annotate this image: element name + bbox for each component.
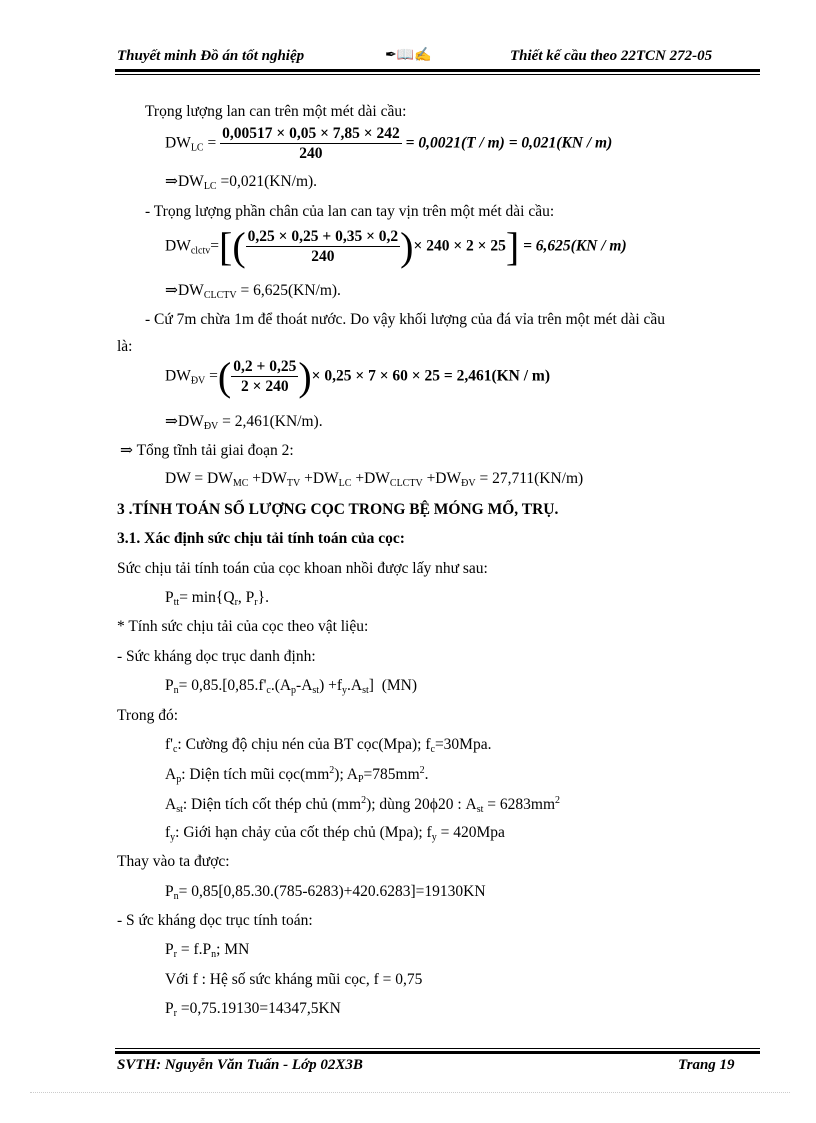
result-dw-lc: $\Rightarrow DW_{LC} =0,021(KN/m)$. [165,173,318,192]
section-heading-3-1: 3.1. Xác định sức chịu tải tính toán của cọc: [117,530,405,547]
f3-denominator: 2 × 240 [240,378,289,395]
footer-rule-thick [115,1051,760,1054]
paragraph-material: * Tính sức chịu tải của cọc theo vật liệu: [117,618,369,635]
formula-dw-lc: $DW_{LC}$ = $\frac{0,00517 \times 0,05 \times 7,85 \times 242}{240}$ = 0,0021(T / m) = 0,021(KN / m) [165,125,613,162]
paragraph-substitute: Thay vào ta được: [117,853,230,870]
paragraph-curb: - Cứ 7m chừa 1m để thoát nước. Do vậy khối lượng của đá vỉa trên một mét dài cầu [145,311,666,328]
page-bottom-divider [30,1092,790,1093]
f1-denominator: 240 [299,145,323,162]
footer-rule-thin [115,1048,760,1049]
paragraph-bearing-capacity: Sức chịu tải tính toán của cọc khoan nhồi được lấy như sau: [117,560,488,577]
header-left: Thuyết minh Đồ án tốt nghiệp [117,48,305,64]
f1-numerator: 0,00517 × 0,05 × 7,85 × 242 [222,125,400,142]
formula-dw-clctv: $DW_{clctv}=$[( $\frac{0,25 \times 0,25 + 0,35 \times 0,2}{240}$ )× 240 × 2 × 25] = 6,625(KN / m) [165,224,627,269]
definition-ast: $A_{st}$: Diện tích cốt thép chủ $(mm^2)$; dùng 20ϕ20 : $A_{st} = 6283mm^2$ [165,795,561,816]
result-dw-clctv: $\Rightarrow DW_{CLCTV} = 6,625(KN/m)$. [165,282,341,301]
formula-pn: $P_n= 0,85.[0,85.f'_c.(A_p-A_{st}) +f_y.A_{st}]$ (MN) [165,677,417,696]
header-rule-thin [115,74,760,75]
header-rule-thick [115,69,760,72]
formula-pr-calc: $P_r =0,75.19130=14347,5KN$ [165,1000,341,1019]
formula-dw-total: DW = $DW_{MC} +DW_{TV} +DW_{LC} +DW_{CLCTV} +DW_{ĐV} = 27,711(KN/m)$ [165,470,584,489]
f2-result: = 6,625(KN / m) [523,237,627,255]
f2-numerator: 0,25 × 0,25 + 0,35 × 0,2 [247,228,399,245]
paragraph-railing-weight: Trọng lượng lan can trên một mét dài cầu: [145,103,407,120]
definition-f: Với f : Hệ số sức kháng mũi cọc, f = 0,75 [165,971,423,988]
header-ornament-icon: ✒📖✍ [385,48,432,63]
formula-pr: $P_r = f.P_n$; MN [165,941,250,960]
definition-fc: $f'_c$: Cường độ chịu nén của BT cọc(Mpa); $f_c=30Mpa$. [165,736,492,755]
paragraph-curb-end: là: [117,338,133,355]
paragraph-where: Trong đó: [117,707,179,724]
f1-result: = 0,0021(T / m) = 0,021(KN / m) [405,134,613,152]
paragraph-total-dead-load: ⇒ Tổng tĩnh tải giai đoạn 2: [120,442,294,459]
formula-pn-calc: $P_n= 0,85[0,85.30.(785-6283)+420.6283]=19130KN$ [165,883,486,902]
f2-multiplier: × 240 × 2 × 25 [413,237,506,255]
formula-dw-dv: $DW_{ĐV}$ =( $\frac{0,2 + 0,25}{2 \times 240}$ )× 0,25 × 7 × 60 × 25 = 2,461(KN / m) [165,354,550,399]
f3-numerator: 0,2 + 0,25 [233,358,297,375]
footer-left: SVTH: Nguyễn Văn Tuấn - Lớp 02X3B [117,1057,363,1073]
f3-result: × 0,25 × 7 × 60 × 25 = 2,461(KN / m) [311,367,550,385]
formula-ptt: $P_{tt}= \min\{Q_r$, $P_r$}. [165,589,269,608]
section-heading-3: 3 .TÍNH TOÁN SỐ LƯỢNG CỌC TRONG BỆ MÓNG MỐ, TRỤ. [117,501,559,518]
paragraph-railing-base: - Trọng lượng phần chân của lan can tay vịn trên một mét dài cầu: [145,203,555,220]
paragraph-factored-resistance: - S ức kháng dọc trục tính toán: [117,912,313,929]
header-right: Thiết kế cầu theo 22TCN 272-05 [510,48,713,64]
definition-fy: $f_y$: Giới hạn chảy của cốt thép chủ (Mpa); $f_y = 420Mpa$ [165,824,505,843]
footer-page-number: Trang 19 [678,1057,735,1073]
f2-denominator: 240 [311,248,335,265]
result-dw-dv: $\Rightarrow DW_{ĐV} = 2,461(KN/m)$. [165,413,323,432]
definition-ap: $A_p$: Diện tích mũi $cọc(mm^2)$; $A_P=785mm^2$. [165,765,429,786]
paragraph-nominal-resistance: - Sức kháng dọc trục danh định: [117,648,316,665]
